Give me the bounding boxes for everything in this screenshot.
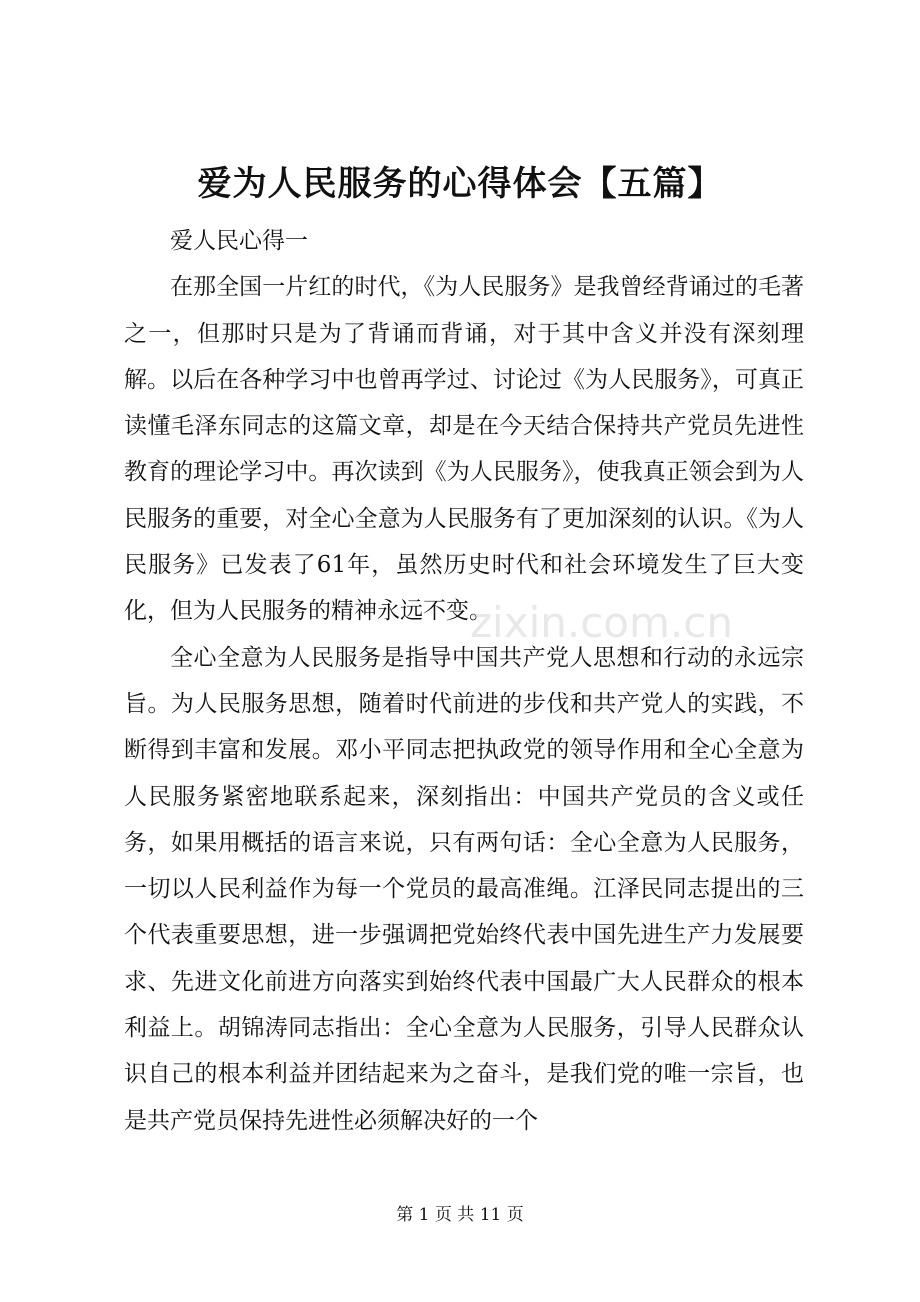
page-footer: 第 1 页 共 11 页 [396,1205,524,1225]
watermark: zixin.com.cn [470,598,733,647]
section-heading: 爱人民心得一 [170,228,308,254]
body-paragraph-2: 全心全意为人民服务是指导中国共产党人思想和行动的永远宗旨。为人民服务思想，随着时代前进的步伐和共产党人的实践，不断得到丰富和发展。邓小平同志把执政党的领导作用和全心全意为人民服务紧密地联系起来，深刻指出：中国共产党员的含义或任务，如果用概括的语言来说，只有两句话：全心全意为人民服务，一切以人民利益作为每一个党员的最高准绳。江泽民同志提出的三个代表重要思想，进一步强调把党始终代表中国先进生产力发展要求、先进文化前进方向落实到始终代表中国最广大人民群众的根本利益上。胡锦涛同志指出：全心全意为人民服务，引导人民群众认识自己的根本利益并团结起来为之奋斗，是我们党的唯一宗旨，也是共产党员保持先进性必须解决好的一个 [124,644,804,1134]
body-paragraph-1: 在那全国一片红的时代，《为人民服务》是我曾经背诵过的毛著之一，但那时只是为了背诵而背诵，对于其中含义并没有深刻理解。以后在各种学习中也曾再学过、讨论过《为人民服务》，可真正读懂毛泽东同志的这篇文章，却是在今天结合保持共产党员先进性教育的理论学习中。再次读到《为人民服务》，使我真正领会到为人民服务的重要，对全心全意为人民服务有了更加深刻的认识。《为人民服务》已发表了61年，虽然历史时代和社会环境发生了巨大变化，但为人民服务的精神永远不变。 [124,274,804,625]
document-title: 爱为人民服务的心得体会【五篇】 [197,164,723,204]
document-body [124,218,804,1144]
